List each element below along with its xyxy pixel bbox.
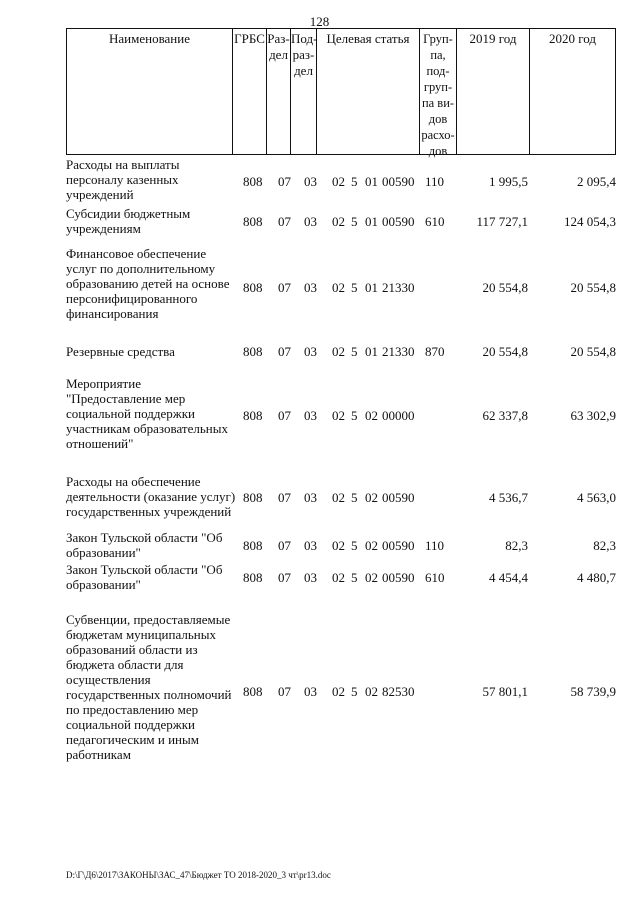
amount-2020-cell: 20 554,8: [570, 280, 616, 295]
row-name: Расходы на обеспечение деятельности (оказание услуг) государственных учреждений: [66, 474, 236, 519]
header-podrazdel: Под- раз- дел: [290, 28, 316, 155]
program-code-cell: 02: [332, 280, 345, 295]
grbs-cell: 808: [243, 214, 263, 229]
program-code-cell: 02: [332, 490, 345, 505]
grbs-cell: 808: [243, 344, 263, 359]
header-name: Наименование: [66, 28, 232, 155]
subprogram-code-cell: 5: [351, 570, 358, 585]
direction-code-cell: 21330: [382, 344, 415, 359]
podrazdel-cell: 03: [304, 280, 317, 295]
grbs-cell: 808: [243, 490, 263, 505]
program-code-cell: 02: [332, 684, 345, 699]
subprogram-code-cell: 5: [351, 684, 358, 699]
subprogram-code-cell: 5: [351, 214, 358, 229]
amount-2019-cell: 4 454,4: [489, 570, 528, 585]
row-name: Субсидии бюджетным учреждениям: [66, 206, 191, 236]
program-code-cell: 02: [332, 538, 345, 553]
main-event-code-cell: 02: [365, 684, 378, 699]
amount-2020-cell: 2 095,4: [577, 174, 616, 189]
main-event-code-cell: 02: [365, 490, 378, 505]
razdel-cell: 07: [278, 408, 291, 423]
program-code-cell: 02: [332, 344, 345, 359]
row-name: Субвенции, предоставляемые бюджетам муниципальных образований области из бюджета области для осуществления государственных полномочий по предоставлению мер социальной поддержки педагогическим и иным работникам: [66, 612, 232, 762]
amount-2020-cell: 4 563,0: [577, 490, 616, 505]
amount-2020-cell: 63 302,9: [570, 408, 616, 423]
razdel-cell: 07: [278, 344, 291, 359]
grbs-cell: 808: [243, 570, 263, 585]
razdel-cell: 07: [278, 490, 291, 505]
podrazdel-cell: 03: [304, 344, 317, 359]
row-name: Финансовое обеспечение услуг по дополнительному образованию детей на основе персонифицированного финансирования: [66, 246, 230, 321]
podrazdel-cell: 03: [304, 214, 317, 229]
program-code-cell: 02: [332, 570, 345, 585]
amount-2020-cell: 20 554,8: [570, 344, 616, 359]
amount-2019-cell: 62 337,8: [482, 408, 528, 423]
row-name: Расходы на выплаты персоналу казенных учреждений: [66, 157, 180, 202]
header-year-2020: 2020 год: [529, 28, 616, 155]
subprogram-code-cell: 5: [351, 280, 358, 295]
subprogram-code-cell: 5: [351, 538, 358, 553]
amount-2019-cell: 1 995,5: [489, 174, 528, 189]
direction-code-cell: 21330: [382, 280, 415, 295]
podrazdel-cell: 03: [304, 684, 317, 699]
main-event-code-cell: 01: [365, 344, 378, 359]
podrazdel-cell: 03: [304, 570, 317, 585]
main-event-code-cell: 01: [365, 214, 378, 229]
subprogram-code-cell: 5: [351, 174, 358, 189]
file-path-footer: D:\Г\Д6\2017\ЗАКОНЫ\ЗАС_47\Бюджет ТО 2018-2020_3 чт\pr13.doc: [66, 870, 331, 880]
direction-code-cell: 00590: [382, 214, 415, 229]
expense-group-cell: 610: [425, 570, 445, 585]
subprogram-code-cell: 5: [351, 490, 358, 505]
direction-code-cell: 00590: [382, 570, 415, 585]
row-name: Резервные средства: [66, 344, 175, 359]
grbs-cell: 808: [243, 684, 263, 699]
amount-2019-cell: 20 554,8: [482, 280, 528, 295]
amount-2020-cell: 124 054,3: [564, 214, 616, 229]
grbs-cell: 808: [243, 408, 263, 423]
razdel-cell: 07: [278, 214, 291, 229]
amount-2019-cell: 57 801,1: [482, 684, 528, 699]
podrazdel-cell: 03: [304, 538, 317, 553]
main-event-code-cell: 02: [365, 538, 378, 553]
amount-2020-cell: 4 480,7: [577, 570, 616, 585]
table-header: [66, 28, 616, 156]
amount-2019-cell: 20 554,8: [482, 344, 528, 359]
direction-code-cell: 00590: [382, 538, 415, 553]
razdel-cell: 07: [278, 570, 291, 585]
expense-group-cell: 110: [425, 174, 445, 189]
row-name: Закон Тульской области "Об образовании": [66, 562, 223, 592]
header-razdel: Раз- дел: [266, 28, 290, 155]
header-year-2019: 2019 год: [456, 28, 529, 155]
grbs-cell: 808: [243, 174, 263, 189]
amount-2020-cell: 58 739,9: [570, 684, 616, 699]
amount-2019-cell: 4 536,7: [489, 490, 528, 505]
row-name: Закон Тульской области "Об образовании": [66, 530, 223, 560]
podrazdel-cell: 03: [304, 408, 317, 423]
expense-group-cell: 870: [425, 344, 445, 359]
amount-2019-cell: 82,3: [505, 538, 528, 553]
main-event-code-cell: 02: [365, 408, 378, 423]
grbs-cell: 808: [243, 280, 263, 295]
header-grbs: ГРБС: [232, 28, 266, 155]
razdel-cell: 07: [278, 174, 291, 189]
program-code-cell: 02: [332, 408, 345, 423]
grbs-cell: 808: [243, 538, 263, 553]
header-group: Груп- па, под- груп- па ви- дов расхо- дов: [419, 28, 456, 155]
page-number: 128: [309, 14, 330, 29]
razdel-cell: 07: [278, 280, 291, 295]
program-code-cell: 02: [332, 214, 345, 229]
amount-2019-cell: 117 727,1: [476, 214, 528, 229]
podrazdel-cell: 03: [304, 490, 317, 505]
main-event-code-cell: 02: [365, 570, 378, 585]
main-event-code-cell: 01: [365, 174, 378, 189]
expense-group-cell: 110: [425, 538, 445, 553]
podrazdel-cell: 03: [304, 174, 317, 189]
direction-code-cell: 00000: [382, 408, 415, 423]
subprogram-code-cell: 5: [351, 408, 358, 423]
direction-code-cell: 82530: [382, 684, 415, 699]
header-target: Целевая статья: [316, 28, 419, 155]
program-code-cell: 02: [332, 174, 345, 189]
subprogram-code-cell: 5: [351, 344, 358, 359]
expense-group-cell: 610: [425, 214, 445, 229]
main-event-code-cell: 01: [365, 280, 378, 295]
direction-code-cell: 00590: [382, 174, 415, 189]
row-name: Мероприятие "Предоставление мер социальной поддержки участникам образовательных отношений": [66, 376, 228, 451]
direction-code-cell: 00590: [382, 490, 415, 505]
amount-2020-cell: 82,3: [593, 538, 616, 553]
razdel-cell: 07: [278, 684, 291, 699]
razdel-cell: 07: [278, 538, 291, 553]
